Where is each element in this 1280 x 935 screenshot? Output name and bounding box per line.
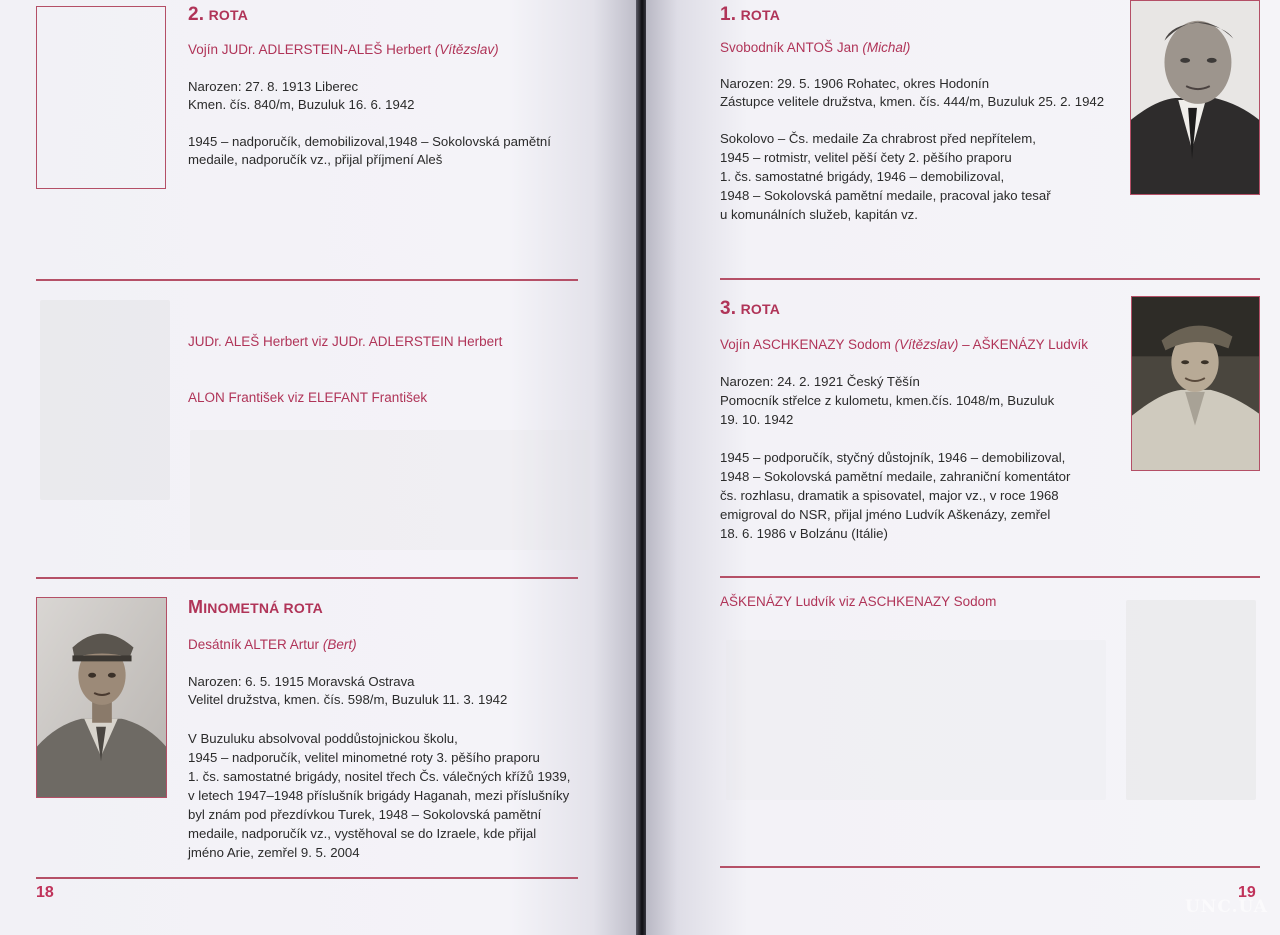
bio-line: 1. čs. samostatné brigády, nositel třech Čs. válečných křížů 1939, xyxy=(188,769,571,784)
portrait-image xyxy=(1131,1,1259,194)
portrait-image xyxy=(37,598,166,797)
left-page xyxy=(0,0,638,935)
bio-line: 1. čs. samostatné brigády, 1946 – demobilizoval, xyxy=(720,169,1005,184)
bleed-through-text xyxy=(726,640,1106,800)
portrait-photo-alter xyxy=(36,597,167,798)
bio-line: 1945 – rotmistr, velitel pěší čety 2. pěšího praporu xyxy=(720,150,1012,165)
photo-placeholder-frame xyxy=(36,6,166,189)
soldier-name: Vojín JUDr. ADLERSTEIN-ALEŠ Herbert xyxy=(188,42,432,57)
bio-line: v letech 1947–1948 příslušník brigády Haganah, mezi příslušníky xyxy=(188,788,570,803)
registry-line: 19. 10. 1942 xyxy=(720,412,794,427)
cross-reference: ALON František viz ELEFANT František xyxy=(188,390,428,405)
birth-line: Narozen: 27. 8. 1913 Liberec xyxy=(188,79,359,94)
registry-line: Velitel družstva, kmen. čís. 598/m, Buzuluk 11. 3. 1942 xyxy=(188,692,508,707)
birth-line: Narozen: 29. 5. 1906 Rohatec, okres Hodonín xyxy=(720,76,990,91)
section-divider xyxy=(36,279,578,281)
heading-initial: M xyxy=(188,597,204,617)
bio-line: emigroval do NSR, přijal jméno Ludvík Aškenázy, zemřel xyxy=(720,507,1051,522)
entry-name xyxy=(720,335,1088,354)
soldier-name: Svobodník ANTOŠ Jan xyxy=(720,40,859,55)
bio-line: Sokolovo – Čs. medaile Za chrabrost před nepřítelem, xyxy=(720,131,1036,146)
registry-line: Kmen. čís. 840/m, Buzuluk 16. 6. 1942 xyxy=(188,97,415,112)
section-heading-3-rota xyxy=(720,298,780,320)
soldier-alias: (Vítězslav) xyxy=(894,337,959,352)
bio-line: 1945 – nadporučík, demobilizoval,1948 – Sokolovská pamětní xyxy=(188,134,551,149)
section-divider xyxy=(720,576,1260,578)
soldier-name: Desátník ALTER Artur xyxy=(188,637,320,652)
soldier-alias: (Bert) xyxy=(322,637,357,652)
footer-rule xyxy=(36,877,578,879)
registry-line: Pomocník střelce z kulometu, kmen.čís. 1048/m, Buzuluk xyxy=(720,393,1055,408)
page-number: 18 xyxy=(36,884,54,901)
footer-rule xyxy=(720,866,1260,868)
bio-line: medaile, nadporučík vz., přijal příjmení Aleš xyxy=(188,152,443,167)
soldier-alias: (Michal) xyxy=(862,40,911,55)
section-divider xyxy=(36,577,578,579)
section-heading-minometna-rota xyxy=(188,597,323,618)
heading-number: 2. xyxy=(188,4,205,25)
bio-line: 1945 – podporučík, styčný důstojník, 1946 – demobilizoval, xyxy=(720,450,1066,465)
heading-number: 1. xyxy=(720,4,737,25)
birth-line: Narozen: 6. 5. 1915 Moravská Ostrava xyxy=(188,674,415,689)
bleed-through-text xyxy=(190,430,590,550)
portrait-photo-antos xyxy=(1130,0,1260,195)
bio-line: jméno Arie, zemřel 9. 5. 2004 xyxy=(188,845,360,860)
entry-name xyxy=(188,40,499,59)
section-heading-2-rota xyxy=(188,4,248,26)
soldier-name: Vojín ASCHKENAZY Sodom xyxy=(720,337,891,352)
heading-text: ROTA xyxy=(740,301,781,317)
bio-line: medaile, nadporučík vz., vystěhoval se do Izraele, kde přijal xyxy=(188,826,537,841)
portrait-photo-aschkenazy xyxy=(1131,296,1260,471)
bio-line: 1948 – Sokolovská pamětní medaile, zahraniční komentátor xyxy=(720,469,1071,484)
bleed-through-photo xyxy=(40,300,170,500)
bio-line: 1948 – Sokolovská pamětní medaile, pracoval jako tesař xyxy=(720,188,1051,203)
bio-line: 1945 – nadporučík, velitel minometné roty 3. pěšího praporu xyxy=(188,750,540,765)
heading-text: ROTA xyxy=(740,7,781,23)
entry-name xyxy=(188,635,357,654)
birth-line: Narozen: 24. 2. 1921 Český Těšín xyxy=(720,374,920,389)
right-page xyxy=(646,0,1280,935)
cross-reference: JUDr. ALEŠ Herbert viz JUDr. ADLERSTEIN Herbert xyxy=(188,334,503,349)
soldier-alias: (Vítězslav) xyxy=(434,42,499,57)
watermark-logo: UNC.UA xyxy=(1184,897,1268,917)
section-heading-1-rota xyxy=(720,4,780,26)
section-divider xyxy=(720,278,1260,280)
heading-text: INOMETNÁ ROTA xyxy=(203,600,323,616)
soldier-later-name: – AŠKENÁZY Ludvík xyxy=(962,337,1088,352)
bleed-through-photo xyxy=(1126,600,1256,800)
registry-line: Zástupce velitele družstva, kmen. čís. 444/m, Buzuluk 25. 2. 1942 xyxy=(720,94,1105,109)
bio-line: u komunálních služeb, kapitán vz. xyxy=(720,207,918,222)
entry-name xyxy=(720,38,910,57)
heading-number: 3. xyxy=(720,298,737,319)
bio-line: čs. rozhlasu, dramatik a spisovatel, major vz., v roce 1968 xyxy=(720,488,1059,503)
bio-line: byl znám pod přezdívkou Turek, 1948 – Sokolovská pamětní xyxy=(188,807,542,822)
heading-text: ROTA xyxy=(208,7,249,23)
bio-line: V Buzuluku absolvoval poddůstojnickou školu, xyxy=(188,731,458,746)
portrait-image xyxy=(1132,297,1259,470)
page-number: 19 xyxy=(1238,884,1256,901)
cross-reference: AŠKENÁZY Ludvík viz ASCHKENAZY Sodom xyxy=(720,594,997,609)
bio-line: 18. 6. 1986 v Bolzánu (Itálie) xyxy=(720,526,888,541)
